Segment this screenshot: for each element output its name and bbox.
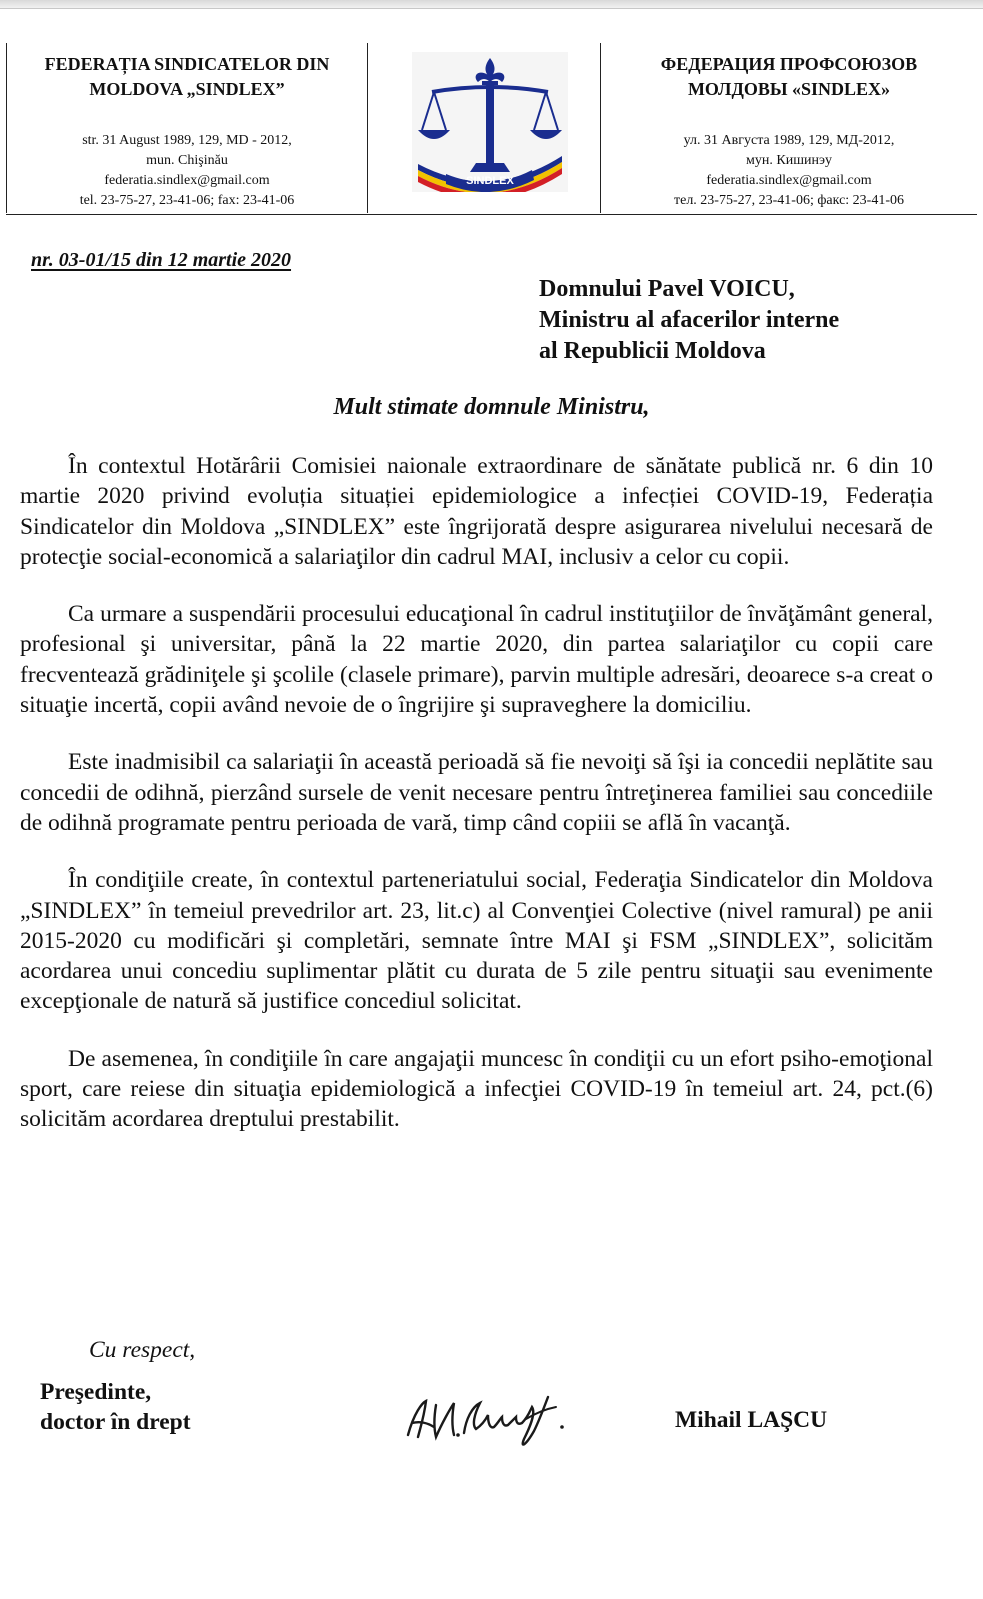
letterhead-logo-column [368,43,600,213]
recipient-block [539,274,839,367]
recipient-line: al Republicii Moldova [539,338,766,364]
address-line: str. 31 August 1989, 129, MD - 2012, [82,133,292,148]
org-address-romanian [7,131,367,211]
org-address-russian [601,131,977,211]
viewer-top-bar [0,0,983,9]
org-name-line: FEDERAȚIA SINDICATELOR DIN [44,54,330,74]
org-name-romanian [7,52,367,102]
email-line: federatia.sindlex@gmail.com [706,173,872,188]
body-paragraph: În condiţiile create, în contextul parteneriatului social, Federaţia Sindicatelor din Moldova „SINDLEX” în temeiul prevedrilor art. 23, lit.c) al Convenţiei Colective (nivel ramural) pe anii 2015-2020 cu modificări şi completări, semnate între MAI şi FSM „SINDLEX”, solicităm acordarea unui concediu suplimentar plătit cu durata de 5 zile pentru situaţii sau evenimente excepţionale de natură să justifice concediul solicitat. [20,867,933,1015]
handwritten-signature [400,1383,590,1453]
body-paragraph: Este inadmisibil ca salariaţii în această perioadă să fie nevoiţi să îşi ia concedii neplătite sau concedii de odihnă, pierzând sursele de venit necesare pentru întreţinerea familiei sau concediile de odihnă programate pentru perioada de vară, timp când copiii se află în vacanţă. [20,749,933,836]
address-line: mun. Chişinău [146,153,228,168]
recipient-line: Domnului Pavel VOICU, [539,276,795,302]
signer-title-line: doctor în drept [40,1409,191,1435]
letterhead-left-romanian [6,43,368,213]
scales-of-justice-icon [412,52,568,192]
logo-text: SINDLEX [466,175,514,187]
address-line: ул. 31 Августа 1989, 129, МД-2012, [683,133,895,148]
signature-icon [400,1383,590,1453]
letterhead [6,43,977,215]
salutation: Mult stimate domnule Ministru, [333,394,650,420]
sindlex-logo [412,52,568,192]
signer-title-line: Preşedinte, [40,1379,152,1405]
letterhead-right-russian [600,43,977,213]
phone-line: tel. 23-75-27, 23-41-06; fax: 23-41-06 [79,193,295,208]
signer-title [40,1377,191,1437]
phone-line: тел. 23-75-27, 23-41-06; факс: 23-41-06 [673,193,905,208]
org-name-line: ФЕДЕРАЦИЯ ПРОФСОЮЗОВ [660,54,918,74]
signer-name: Mihail LAŞCU [675,1407,828,1433]
body-paragraph: Ca urmare a suspendării procesului educaţional în cadrul instituţiilor de învăţământ general, profesional şi universitar, până la 22 martie 2020, din partea salariaţilor cu copii care frecventează grădiniţele şi şcolile (clasele primare), parvin multiple adresări, deoarece s-a creat o situaţie incertă, copii având nevoie de o îngrijire şi supraveghere la domiciliu. [20,601,933,719]
org-name-russian [601,52,977,102]
closing-phrase: Cu respect, [89,1337,196,1363]
recipient-line: Ministru al afacerilor interne [539,307,840,333]
email-line: federatia.sindlex@gmail.com [104,173,270,188]
org-name-line: МОЛДОВЫ «SINDLEX» [687,79,891,99]
reference-number: nr. 03-01/15 din 12 martie 2020 [31,249,292,271]
body-paragraph: De asemenea, în condiţiile în care angajaţii muncesc în condiţii cu un efort psiho-emoţional sport, care reiese din situaţia epidemiologică a infecţiei COVID-19 în temeiul art. 24, pct.(6) solicităm acordarea dreptului prestabilit. [20,1045,933,1133]
address-line: мун. Кишинэу [746,153,832,168]
org-name-line: MOLDOVA „SINDLEX” [89,79,285,99]
letter-body [20,451,933,1162]
body-paragraph: În contextul Hotărârii Comisiei naionale extraordinare de sănătate publică nr. 6 din 10 martie 2020 privind evoluția situației epidemiologice a infecției COVID-19, Federația Sindicatelor din Moldova „SINDLEX” este îngrijorată despre asigurarea nivelului necesară de protecţie social-economică a salariaţilor din cadrul MAI, inclusiv a celor cu copii. [20,453,933,570]
